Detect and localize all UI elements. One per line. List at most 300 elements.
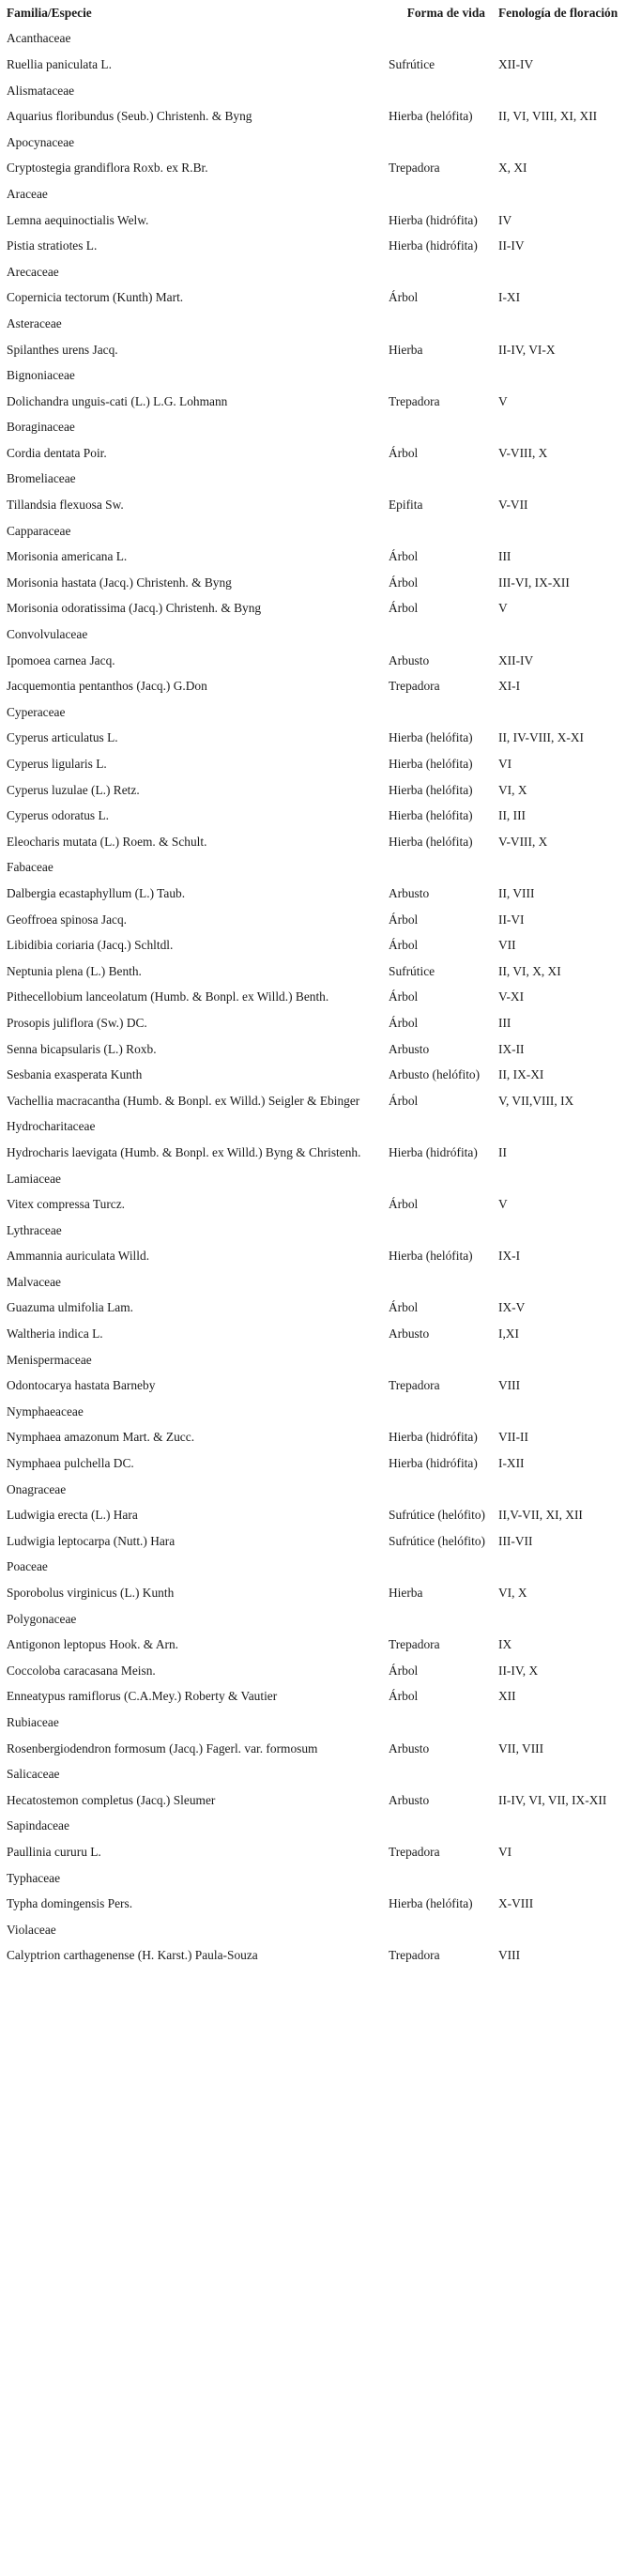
cell-family: Nymphaeaceae	[7, 1403, 84, 1418]
cell-family: Fabaceae	[7, 860, 53, 875]
species-row	[0, 1787, 626, 1814]
cell-life-form: Árbol	[389, 989, 419, 1004]
cell-life-form: Hierba (hidrófita)	[389, 1144, 478, 1159]
cell-species: Nymphaea pulchella DC.	[7, 1456, 134, 1471]
cell-flowering: II-IV	[498, 238, 525, 253]
cell-family: Cyperaceae	[7, 704, 66, 719]
family-row	[0, 1347, 626, 1373]
cell-life-form	[389, 1399, 498, 1425]
cell-species: Dalbergia ecastaphyllum (L.) Taub.	[7, 885, 186, 900]
cell-life-form: Trepadora	[389, 1844, 440, 1859]
species-row	[0, 52, 626, 78]
cell-flowering: V	[498, 1197, 508, 1212]
family-row	[0, 699, 626, 726]
family-row	[0, 259, 626, 285]
cell-life-form: Sufrútice	[389, 56, 435, 71]
header-row	[0, 0, 626, 26]
cell-flowering: IX-II	[498, 1041, 525, 1056]
cell-species: Antigonon leptopus Hook. & Arn.	[7, 1637, 179, 1652]
cell-flowering: IV	[498, 212, 512, 227]
cell-flowering: II, VI, X, XI	[498, 963, 561, 978]
cell-flowering: V	[498, 393, 508, 408]
cell-species: Ammannia auriculata Willd.	[7, 1249, 150, 1264]
cell-flowering: VI, X	[498, 1586, 527, 1601]
species-row	[0, 803, 626, 829]
cell-life-form: Árbol	[389, 1689, 419, 1704]
species-row	[0, 1891, 626, 1917]
cell-life-form: Trepadora	[389, 1948, 440, 1963]
cell-family: Salicaceae	[7, 1767, 60, 1782]
cell-life-form: Hierba (hidrófita)	[389, 212, 478, 227]
species-row	[0, 726, 626, 752]
species-row	[0, 932, 626, 958]
cell-life-form	[389, 1477, 498, 1503]
cell-species: Aquarius floribundus (Seub.) Christenh. & Byng	[7, 109, 252, 124]
family-row	[0, 467, 626, 493]
family-row	[0, 1166, 626, 1192]
cell-species: Neptunia plena (L.) Benth.	[7, 963, 142, 978]
cell-family: Typhaceae	[7, 1870, 61, 1885]
species-row	[0, 907, 626, 933]
cell-life-form: Hierba (helófita)	[389, 834, 473, 849]
cell-life-form: Hierba (hidrófita)	[389, 1456, 478, 1471]
cell-species: Cyperus articulatus L.	[7, 730, 118, 745]
cell-flowering: VIII	[498, 1948, 521, 1963]
family-row	[0, 311, 626, 337]
cell-species: Eleocharis mutata (L.) Roem. & Schult.	[7, 834, 207, 849]
cell-family: Rubiaceae	[7, 1714, 59, 1729]
species-row	[0, 751, 626, 777]
cell-life-form	[389, 1917, 498, 1943]
cell-species: Ruellia paniculata L.	[7, 56, 112, 71]
species-row	[0, 1244, 626, 1270]
cell-life-form	[389, 181, 498, 207]
family-row	[0, 415, 626, 441]
cell-species: Waltheria indica L.	[7, 1326, 103, 1342]
species-row	[0, 1372, 626, 1399]
cell-life-form: Hierba	[389, 1586, 423, 1601]
cell-life-form	[389, 311, 498, 337]
table-body	[0, 26, 626, 1970]
cell-life-form: Epifita	[389, 498, 423, 513]
cell-life-form	[389, 415, 498, 441]
species-row	[0, 1658, 626, 1684]
cell-life-form: Arbusto	[389, 1326, 430, 1342]
cell-species: Cryptostegia grandiflora Roxb. ex R.Br.	[7, 161, 208, 176]
cell-life-form	[389, 1865, 498, 1892]
family-row	[0, 1865, 626, 1892]
cell-species: Ludwigia leptocarpa (Nutt.) Hara	[7, 1533, 176, 1548]
cell-flowering: III-VI, IX-XII	[498, 575, 570, 590]
cell-flowering: I-XI	[498, 290, 521, 305]
cell-flowering: III	[498, 549, 511, 564]
family-row	[0, 78, 626, 104]
cell-life-form	[389, 518, 498, 544]
cell-family: Poaceae	[7, 1559, 48, 1574]
cell-species: Vachellia macracantha (Humb. & Bonpl. ex Willd.) Seigler & Ebinger	[7, 1093, 360, 1108]
cell-flowering: II, VIII	[498, 885, 535, 900]
cell-life-form: Trepadora	[389, 1378, 440, 1393]
cell-life-form: Hierba (helófita)	[389, 757, 473, 772]
species-row	[0, 285, 626, 312]
cell-flowering	[498, 415, 626, 441]
cell-flowering	[498, 855, 626, 882]
cell-family: Onagraceae	[7, 1481, 67, 1496]
cell-flowering: II, III	[498, 808, 526, 823]
cell-life-form: Hierba (hidrófita)	[389, 238, 478, 253]
cell-family: Araceae	[7, 186, 48, 201]
species-row	[0, 648, 626, 674]
cell-life-form	[389, 1347, 498, 1373]
cell-species: Dolichandra unguis-cati (L.) L.G. Lohmann	[7, 393, 228, 408]
species-row	[0, 156, 626, 182]
cell-species: Hydrocharis laevigata (Humb. & Bonpl. ex Willd.) Byng & Christenh.	[7, 1144, 361, 1159]
family-row	[0, 1399, 626, 1425]
cell-life-form: Árbol	[389, 938, 419, 953]
species-row	[0, 544, 626, 570]
cell-life-form: Arbusto (helófito)	[389, 1067, 481, 1082]
cell-species: Sporobolus virginicus (L.) Kunth	[7, 1586, 175, 1601]
cell-life-form: Trepadora	[389, 679, 440, 694]
cell-species: Guazuma ulmifolia Lam.	[7, 1300, 133, 1315]
family-row	[0, 1710, 626, 1736]
family-row	[0, 26, 626, 53]
family-row	[0, 1218, 626, 1244]
species-row	[0, 1191, 626, 1218]
cell-life-form: Hierba (helófita)	[389, 1896, 473, 1911]
cell-life-form	[389, 78, 498, 104]
cell-flowering	[498, 699, 626, 726]
cell-life-form: Arbusto	[389, 1792, 430, 1807]
cell-species: Hecatostemon completus (Jacq.) Sleumer	[7, 1792, 216, 1807]
column-header-life-form: Forma de vida	[406, 5, 485, 20]
cell-life-form	[389, 699, 498, 726]
cell-species: Rosenbergiodendron formosum (Jacq.) Fagerl. var. formosum	[7, 1740, 318, 1756]
species-row	[0, 103, 626, 130]
family-row	[0, 181, 626, 207]
species-row	[0, 492, 626, 518]
cell-flowering	[498, 1814, 626, 1840]
cell-life-form: Hierba (hidrófita)	[389, 1430, 478, 1445]
cell-life-form	[389, 1166, 498, 1192]
cell-flowering: X, XI	[498, 161, 527, 176]
family-row	[0, 1917, 626, 1943]
cell-family: Bromeliaceae	[7, 471, 76, 486]
cell-flowering: II, VI, VIII, XI, XII	[498, 109, 598, 124]
cell-family: Capparaceae	[7, 523, 71, 538]
cell-species: Senna bicapsularis (L.) Roxb.	[7, 1041, 157, 1056]
cell-flowering: II-VI	[498, 912, 525, 927]
cell-flowering	[498, 1761, 626, 1787]
cell-life-form: Hierba (helófita)	[389, 808, 473, 823]
cell-life-form	[389, 26, 498, 53]
cell-life-form: Árbol	[389, 1093, 419, 1108]
cell-flowering: VIII	[498, 1378, 521, 1393]
species-row	[0, 1502, 626, 1528]
cell-species: Ludwigia erecta (L.) Hara	[7, 1508, 138, 1523]
cell-life-form: Árbol	[389, 549, 419, 564]
family-row	[0, 1555, 626, 1581]
cell-flowering	[498, 311, 626, 337]
cell-flowering	[498, 1917, 626, 1943]
cell-species: Lemna aequinoctialis Welw.	[7, 212, 149, 227]
cell-flowering	[498, 362, 626, 389]
species-row	[0, 1580, 626, 1606]
cell-flowering	[498, 1218, 626, 1244]
cell-flowering	[498, 1555, 626, 1581]
cell-family: Convolvulaceae	[7, 627, 88, 642]
cell-life-form: Arbusto	[389, 885, 430, 900]
cell-flowering	[498, 1710, 626, 1736]
family-row	[0, 1269, 626, 1296]
cell-species: Morisonia odoratissima (Jacq.) Christenh. & Byng	[7, 601, 262, 616]
species-row	[0, 1321, 626, 1347]
cell-life-form: Árbol	[389, 912, 419, 927]
species-row	[0, 233, 626, 259]
cell-flowering: VI, X	[498, 782, 527, 797]
cell-flowering	[498, 1114, 626, 1141]
cell-flowering	[498, 181, 626, 207]
cell-life-form: Árbol	[389, 1300, 419, 1315]
species-row	[0, 1062, 626, 1088]
cell-life-form	[389, 1710, 498, 1736]
species-row	[0, 337, 626, 363]
species-row	[0, 1450, 626, 1477]
cell-life-form	[389, 467, 498, 493]
cell-life-form: Árbol	[389, 1663, 419, 1678]
species-row	[0, 1088, 626, 1114]
cell-life-form	[389, 1555, 498, 1581]
cell-life-form	[389, 1814, 498, 1840]
cell-flowering: V	[498, 601, 508, 616]
cell-species: Ipomoea carnea Jacq.	[7, 652, 115, 667]
cell-species: Coccoloba caracasana Meisn.	[7, 1663, 156, 1678]
family-row	[0, 1114, 626, 1141]
cell-species: Spilanthes urens Jacq.	[7, 342, 118, 357]
cell-family: Alismataceae	[7, 83, 75, 98]
cell-flowering	[498, 518, 626, 544]
cell-flowering	[498, 259, 626, 285]
cell-flowering: V-VII	[498, 498, 528, 513]
cell-flowering: XII	[498, 1689, 516, 1704]
cell-species: Cyperus luzulae (L.) Retz.	[7, 782, 140, 797]
cell-flowering: VI	[498, 1844, 512, 1859]
species-row	[0, 777, 626, 804]
species-row	[0, 958, 626, 985]
cell-family: Acanthaceae	[7, 31, 71, 46]
cell-flowering: IX-I	[498, 1249, 521, 1264]
cell-species: Tillandsia flexuosa Sw.	[7, 498, 124, 513]
family-row	[0, 1814, 626, 1840]
cell-flowering: II, IX-XI	[498, 1067, 544, 1082]
species-row	[0, 985, 626, 1011]
cell-life-form	[389, 1269, 498, 1296]
cell-flowering: V-XI	[498, 989, 525, 1004]
cell-family: Polygonaceae	[7, 1611, 77, 1626]
species-row	[0, 389, 626, 415]
cell-family: Violaceae	[7, 1922, 56, 1937]
cell-family: Menispermaceae	[7, 1352, 92, 1367]
cell-life-form: Hierba (helófita)	[389, 730, 473, 745]
cell-flowering	[498, 1865, 626, 1892]
cell-species: Prosopis juliflora (Sw.) DC.	[7, 1015, 147, 1030]
cell-flowering	[498, 1399, 626, 1425]
cell-life-form	[389, 130, 498, 156]
cell-species: Pistia stratiotes L.	[7, 238, 98, 253]
cell-flowering	[498, 130, 626, 156]
cell-flowering: III-VII	[498, 1533, 533, 1548]
cell-species: Vitex compressa Turcz.	[7, 1197, 126, 1212]
cell-flowering: I-XII	[498, 1456, 525, 1471]
cell-life-form: Trepadora	[389, 161, 440, 176]
cell-life-form: Sufrútice (helófito)	[389, 1508, 485, 1523]
family-row	[0, 362, 626, 389]
cell-species: Copernicia tectorum (Kunth) Mart.	[7, 290, 184, 305]
cell-flowering: X-VIII	[498, 1896, 534, 1911]
species-row	[0, 207, 626, 234]
cell-family: Bignoniaceae	[7, 368, 75, 383]
cell-life-form: Hierba (helófita)	[389, 782, 473, 797]
cell-life-form: Sufrútice	[389, 963, 435, 978]
cell-family: Arecaceae	[7, 264, 59, 279]
cell-flowering: II-IV, VI, VII, IX-XII	[498, 1792, 607, 1807]
cell-family: Lythraceae	[7, 1222, 62, 1237]
cell-life-form: Sufrútice (helófito)	[389, 1533, 485, 1548]
cell-life-form	[389, 259, 498, 285]
species-row	[0, 1943, 626, 1970]
cell-life-form: Arbusto	[389, 1041, 430, 1056]
cell-species: Nymphaea amazonum Mart. & Zucc.	[7, 1430, 195, 1445]
cell-flowering: IX	[498, 1637, 512, 1652]
cell-species: Typha domingensis Pers.	[7, 1896, 133, 1911]
family-row	[0, 1606, 626, 1633]
cell-life-form: Árbol	[389, 601, 419, 616]
cell-life-form	[389, 362, 498, 389]
species-row	[0, 1296, 626, 1322]
cell-species: Morisonia hastata (Jacq.) Christenh. & Byng	[7, 575, 232, 590]
cell-life-form: Hierba (helófita)	[389, 1249, 473, 1264]
cell-flowering: II, IV-VIII, X-XI	[498, 730, 584, 745]
family-row	[0, 621, 626, 648]
cell-species: Calyptrion carthagenense (H. Karst.) Paula-Souza	[7, 1948, 258, 1963]
cell-life-form: Trepadora	[389, 393, 440, 408]
cell-flowering: II	[498, 1144, 507, 1159]
cell-flowering: VII-II	[498, 1430, 528, 1445]
cell-family: Boraginaceae	[7, 420, 75, 435]
cell-flowering: XI-I	[498, 679, 521, 694]
species-row	[0, 1528, 626, 1555]
column-header-flowering-phenology: Fenología de floración	[498, 5, 618, 20]
species-row	[0, 1839, 626, 1865]
cell-flowering	[498, 1269, 626, 1296]
species-row	[0, 881, 626, 907]
cell-flowering: III	[498, 1015, 511, 1030]
species-row	[0, 1736, 626, 1762]
species-row	[0, 1425, 626, 1451]
cell-species: Pithecellobium lanceolatum (Humb. & Bonpl. ex Willd.) Benth.	[7, 989, 329, 1004]
species-row	[0, 829, 626, 855]
cell-species: Odontocarya hastata Barneby	[7, 1378, 156, 1393]
species-row	[0, 1036, 626, 1063]
species-row	[0, 570, 626, 596]
cell-flowering	[498, 1606, 626, 1633]
cell-life-form	[389, 1218, 498, 1244]
cell-life-form	[389, 1114, 498, 1141]
cell-flowering	[498, 1347, 626, 1373]
cell-species: Jacquemontia pentanthos (Jacq.) G.Don	[7, 679, 207, 694]
cell-family: Asteraceae	[7, 315, 62, 330]
species-row	[0, 1632, 626, 1658]
cell-species: Enneatypus ramiflorus (C.A.Mey.) Roberty & Vautier	[7, 1689, 278, 1704]
cell-flowering: V-VIII, X	[498, 445, 548, 460]
cell-species: Cyperus ligularis L.	[7, 757, 107, 772]
cell-life-form: Árbol	[389, 1015, 419, 1030]
cell-flowering: II-IV, X	[498, 1663, 539, 1678]
cell-flowering	[498, 1477, 626, 1503]
cell-species: Libidibia coriaria (Jacq.) Schltdl.	[7, 938, 174, 953]
cell-species: Paullinia cururu L.	[7, 1844, 101, 1859]
table-header	[0, 0, 626, 26]
cell-flowering	[498, 78, 626, 104]
cell-life-form: Hierba	[389, 342, 423, 357]
cell-flowering	[498, 26, 626, 53]
cell-life-form	[389, 621, 498, 648]
species-row	[0, 1010, 626, 1036]
cell-life-form: Hierba (helófita)	[389, 109, 473, 124]
cell-family: Lamiaceae	[7, 1171, 61, 1186]
cell-species: Morisonia americana L.	[7, 549, 128, 564]
cell-life-form	[389, 1606, 498, 1633]
cell-species: Cordia dentata Poir.	[7, 445, 107, 460]
family-row	[0, 130, 626, 156]
cell-life-form: Árbol	[389, 290, 419, 305]
cell-life-form: Arbusto	[389, 652, 430, 667]
cell-life-form: Árbol	[389, 575, 419, 590]
cell-flowering: II,V-VII, XI, XII	[498, 1508, 583, 1523]
species-row	[0, 440, 626, 467]
cell-flowering: VII	[498, 938, 516, 953]
cell-flowering	[498, 467, 626, 493]
species-row	[0, 1140, 626, 1166]
family-row	[0, 1477, 626, 1503]
cell-life-form: Árbol	[389, 1197, 419, 1212]
cell-life-form: Arbusto	[389, 1740, 430, 1756]
cell-flowering: V, VII,VIII, IX	[498, 1093, 574, 1108]
cell-life-form	[389, 1761, 498, 1787]
cell-flowering: VII, VIII	[498, 1740, 544, 1756]
family-row	[0, 1761, 626, 1787]
column-header-family-species: Familia/Especie	[7, 5, 92, 20]
family-row	[0, 518, 626, 544]
cell-life-form: Árbol	[389, 445, 419, 460]
cell-family: Apocynaceae	[7, 134, 75, 149]
cell-life-form: Trepadora	[389, 1637, 440, 1652]
cell-family: Malvaceae	[7, 1274, 61, 1289]
cell-species: Geoffroea spinosa Jacq.	[7, 912, 128, 927]
cell-flowering: XII-IV	[498, 56, 534, 71]
cell-flowering	[498, 621, 626, 648]
cell-species: Sesbania exasperata Kunth	[7, 1067, 143, 1082]
family-row	[0, 855, 626, 882]
cell-flowering: II-IV, VI-X	[498, 342, 556, 357]
cell-life-form	[389, 855, 498, 882]
cell-flowering	[498, 1166, 626, 1192]
cell-flowering: XII-IV	[498, 652, 534, 667]
cell-family: Hydrocharitaceae	[7, 1119, 96, 1134]
cell-flowering: VI	[498, 757, 512, 772]
species-row	[0, 1684, 626, 1710]
cell-flowering: IX-V	[498, 1300, 526, 1315]
